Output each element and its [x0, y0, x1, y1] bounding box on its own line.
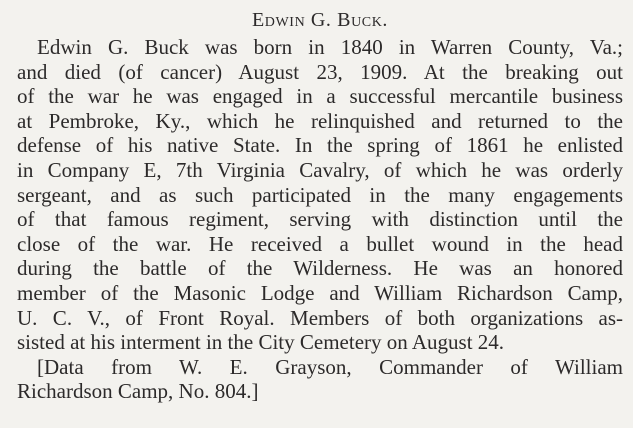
text-line: and died (of cancer) August 23, 1909. At the breaking out — [17, 59, 623, 84]
text-line: U. C. V., of Front Royal. Members of both organizations as- — [17, 305, 623, 330]
text-line: sergeant, and as such participated in the many engagements — [17, 182, 623, 207]
text-line: in Company E, 7th Virginia Cavalry, of which he was orderly — [17, 157, 623, 182]
text-line: close of the war. He received a bullet wound in the head — [17, 231, 623, 256]
text-line: during the battle of the Wilderness. He was an honored — [17, 256, 623, 281]
source-note-line: [Data from W. E. Grayson, Commander of William — [37, 354, 623, 379]
text-line: of the war he was engaged in a successful mercantile business — [17, 84, 623, 109]
text-line: Edwin G. Buck was born in 1840 in Warren County, Va.; — [37, 35, 623, 59]
text-line: defense of his native State. In the spring of 1861 he enlisted — [17, 133, 623, 158]
text-line: of that famous regiment, serving with distinction until the — [17, 207, 623, 232]
text-line: sisted at his interment in the City Cemetery on August 24. — [17, 330, 505, 355]
text-line: member of the Masonic Lodge and William Richardson Camp, — [17, 280, 623, 305]
obituary-body — [17, 35, 623, 404]
obituary-title: Edwin G. Buck. — [251, 9, 389, 31]
source-note-line: Richardson Camp, No. 804.] — [17, 379, 259, 404]
text-line: at Pembroke, Ky., which he relinquished and returned to the — [17, 108, 623, 133]
